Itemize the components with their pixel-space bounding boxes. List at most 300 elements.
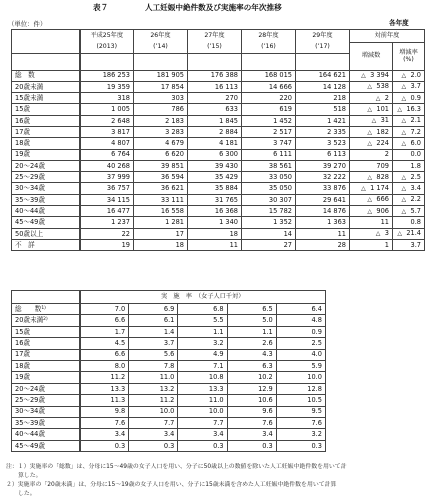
diff-value: 666: [376, 195, 389, 204]
cell-value: 34 115: [80, 194, 134, 205]
cell-value: 1 237: [80, 217, 134, 228]
cell-value: 37 999: [80, 172, 134, 183]
diff-cell: [350, 206, 393, 217]
cell-value: 10.0: [178, 406, 227, 417]
abortion-rate-table: [11, 290, 326, 452]
row-label: [12, 440, 80, 451]
table-row: [12, 304, 326, 315]
decrease-mark: △: [401, 94, 407, 102]
row-label: 15歳未満: [12, 93, 80, 104]
rate-value: 2.0: [410, 71, 421, 80]
row-label-text: 総 数: [15, 304, 42, 313]
table-row: [12, 383, 326, 394]
cell-value: 5.6: [129, 349, 178, 360]
cell-value: 7.1: [178, 360, 227, 371]
cell-value: 17: [134, 228, 188, 239]
diff-value: 538: [376, 82, 389, 91]
corner-cell: [12, 53, 80, 70]
rate-value: 16.3: [406, 105, 421, 114]
cell-value: 3.4: [80, 429, 129, 440]
diff-cell: [350, 228, 393, 239]
row-label: [12, 315, 80, 326]
cell-value: 0.3: [276, 440, 325, 451]
cell-value: 6.6: [80, 349, 129, 360]
cell-value: 4.8: [276, 315, 325, 326]
cell-value: 14 666: [242, 81, 296, 92]
rate-value: 2.2: [410, 195, 421, 204]
row-label-text: 20～24歳: [15, 384, 45, 393]
decrease-mark: △: [361, 72, 366, 80]
cell-value: 11.2: [80, 372, 129, 383]
decrease-mark: △: [401, 185, 407, 193]
cell-value: 32 222: [296, 172, 350, 183]
cell-value: 1 421: [296, 115, 350, 126]
cell-value: 6 620: [134, 149, 188, 160]
table-row: [12, 429, 326, 440]
row-label-text: 15歳: [15, 327, 30, 336]
rate-header-row: [12, 291, 326, 304]
table-row: [12, 93, 425, 104]
rate-value: 1.8: [410, 161, 421, 170]
cell-value: 5.0: [227, 315, 276, 326]
row-label: [12, 372, 80, 383]
cell-value: 3.4: [129, 429, 178, 440]
cell-value: 2 648: [80, 115, 134, 126]
footnote-mark: 1): [41, 305, 46, 311]
table-row: [12, 349, 326, 360]
rate-cell: [393, 126, 425, 137]
table-row: [12, 406, 326, 417]
cell-value: 270: [188, 93, 242, 104]
year-header: 26年度: [134, 30, 188, 43]
cell-value: 1 005: [80, 104, 134, 115]
cell-value: 0.9: [276, 326, 325, 337]
cell-value: 2.6: [227, 338, 276, 349]
decrease-mark: △: [367, 128, 373, 136]
cell-value: 9.6: [227, 406, 276, 417]
cell-value: 4.3: [227, 349, 276, 360]
cell-value: 4.5: [80, 338, 129, 349]
cell-value: 17 854: [134, 81, 188, 92]
table-row: [12, 183, 425, 194]
cell-value: 619: [242, 104, 296, 115]
rate-cell: [393, 239, 425, 250]
year-header: 平成25年度: [80, 30, 134, 43]
each-year-label: 各年度: [389, 19, 409, 27]
diff-cell: [350, 160, 393, 171]
cell-value: 19 359: [80, 81, 134, 92]
table-row: [12, 217, 425, 228]
diff-value: 2: [384, 93, 389, 102]
decrease-mark: △: [375, 94, 381, 102]
year-sub-header: (’16): [242, 43, 296, 54]
diff-cell: [350, 93, 393, 104]
cell-value: 7.7: [129, 417, 178, 428]
cell-value: 303: [134, 93, 188, 104]
cell-value: 11.3: [80, 395, 129, 406]
cell-value: 318: [80, 93, 134, 104]
row-label: 総 数: [12, 70, 80, 81]
cell-value: 31 765: [188, 194, 242, 205]
cell-value: 518: [296, 104, 350, 115]
cell-value: 3.4: [227, 429, 276, 440]
cell-value: 3 747: [242, 138, 296, 149]
rate-table-header: 実 施 率 （女子人口千対）: [80, 291, 326, 304]
cell-value: 0.3: [129, 440, 178, 451]
cell-value: 11: [296, 228, 350, 239]
cell-value: 1 845: [188, 115, 242, 126]
decrease-mark: △: [401, 196, 407, 204]
cell-value: 7.6: [80, 417, 129, 428]
row-label: [12, 395, 80, 406]
cell-value: 12.8: [276, 383, 325, 394]
cell-value: 5.9: [276, 360, 325, 371]
cell-value: 36 621: [134, 183, 188, 194]
diff-cell: [350, 115, 393, 126]
cell-value: 1 281: [134, 217, 188, 228]
rate-cell: [393, 70, 425, 81]
cell-value: 10.5: [276, 395, 325, 406]
table-row: [12, 172, 425, 183]
row-label: 20～24歳: [12, 160, 80, 171]
cell-value: 27: [242, 239, 296, 250]
table-row: [12, 160, 425, 171]
row-label: 20歳未満: [12, 81, 80, 92]
diff-header: 増減数: [350, 43, 393, 71]
cell-value: 176 388: [188, 70, 242, 81]
table-row: [12, 315, 326, 326]
row-label: 不 詳: [12, 239, 80, 250]
year-sub-header: (’15): [188, 43, 242, 54]
rate-value: 0.9: [410, 93, 421, 102]
row-label: [12, 304, 80, 315]
cell-value: 4.0: [276, 349, 325, 360]
table-row: [12, 81, 425, 92]
diff-cell: [350, 183, 393, 194]
row-label: [12, 417, 80, 428]
header-row-2: [12, 43, 425, 54]
table-row: [12, 126, 425, 137]
cell-value: 14 876: [296, 206, 350, 217]
cell-value: 10.2: [227, 372, 276, 383]
rate-cell: [393, 194, 425, 205]
cell-value: 1 352: [242, 217, 296, 228]
rate-header: [393, 43, 425, 71]
row-label: [12, 326, 80, 337]
cell-value: 3.4: [178, 429, 227, 440]
cell-value: 11: [188, 239, 242, 250]
cell-value: 13.3: [80, 383, 129, 394]
corner-cell: [12, 30, 80, 43]
rate-value: 7.2: [410, 127, 421, 136]
note-line: した。: [18, 491, 36, 497]
rate-cell: [393, 115, 425, 126]
row-label-text: 17歳: [15, 350, 30, 359]
rate-value: 21.4: [406, 229, 421, 238]
cell-value: 14: [242, 228, 296, 239]
row-label: 35～39歳: [12, 194, 80, 205]
cell-value: 39 430: [188, 160, 242, 171]
diff-value: 906: [376, 206, 389, 215]
cell-value: 1 363: [296, 217, 350, 228]
cell-value: 1.7: [80, 326, 129, 337]
row-label-text: 16歳: [15, 339, 30, 348]
diff-cell: [350, 172, 393, 183]
corner-cell: [12, 43, 80, 54]
row-label-text: 25～29歳: [15, 396, 45, 405]
decrease-mark: △: [401, 117, 407, 125]
row-label: 40～44歳: [12, 206, 80, 217]
cell-value: 6 764: [80, 149, 134, 160]
diff-cell: [350, 126, 393, 137]
spacer-cell: [134, 53, 188, 70]
cell-value: 40 268: [80, 160, 134, 171]
unit-label: （単位：件）: [8, 20, 47, 28]
year-sub-header: (’17): [296, 43, 350, 54]
row-label-text: 20歳未満: [15, 316, 44, 325]
diff-value: 709: [376, 161, 389, 170]
cell-value: 16 558: [134, 206, 188, 217]
diff-cell: [350, 194, 393, 205]
diff-cell: [350, 138, 393, 149]
rate-cell: [393, 93, 425, 104]
spacer-cell: [296, 53, 350, 70]
cell-value: 6.9: [129, 304, 178, 315]
cell-value: 11.0: [129, 372, 178, 383]
cell-value: 10.8: [178, 372, 227, 383]
cell-value: 22: [80, 228, 134, 239]
diff-value: 828: [376, 172, 389, 181]
cell-value: 6.1: [129, 315, 178, 326]
cell-value: 3.2: [178, 338, 227, 349]
row-label-text: 40～44歳: [15, 430, 45, 439]
cell-value: 1.1: [227, 326, 276, 337]
row-label: 19歳: [12, 149, 80, 160]
diff-value: 2: [384, 150, 389, 159]
cell-value: 14 128: [296, 81, 350, 92]
cell-value: 10.6: [227, 395, 276, 406]
cell-value: 18: [134, 239, 188, 250]
cell-value: 218: [296, 93, 350, 104]
row-label: [12, 429, 80, 440]
decrease-mark: △: [371, 117, 377, 125]
diff-value: 11: [380, 218, 389, 227]
cell-value: 28: [296, 239, 350, 250]
rate-value: 2.1: [410, 116, 421, 125]
rate-cell: [393, 228, 425, 239]
decrease-mark: △: [397, 230, 402, 238]
cell-value: 30 307: [242, 194, 296, 205]
table-row: [12, 206, 425, 217]
cell-value: 36 594: [134, 172, 188, 183]
table-number: 表７: [93, 3, 109, 12]
cell-value: 33 111: [134, 194, 188, 205]
cell-value: 16 368: [188, 206, 242, 217]
cell-value: 10.0: [129, 406, 178, 417]
cell-value: 7.6: [227, 417, 276, 428]
cell-value: 12.9: [227, 383, 276, 394]
cell-value: 6 300: [188, 149, 242, 160]
diff-cell: [350, 104, 393, 115]
decrease-mark: △: [367, 106, 373, 114]
decrease-mark: △: [401, 83, 407, 91]
decrease-mark: △: [367, 196, 373, 204]
cell-value: 181 905: [134, 70, 188, 81]
row-label: [12, 360, 80, 371]
row-label: 18歳: [12, 138, 80, 149]
row-label-text: 19歳: [15, 373, 30, 382]
cell-value: 6.6: [80, 315, 129, 326]
table-row: [12, 194, 425, 205]
decrease-mark: △: [397, 106, 402, 114]
row-label: 15歳: [12, 104, 80, 115]
cell-value: 4 679: [134, 138, 188, 149]
decrease-mark: △: [367, 139, 373, 147]
table-row: [12, 70, 425, 81]
rate-cell: [393, 149, 425, 160]
cell-value: 6 111: [242, 149, 296, 160]
cell-value: 4 181: [188, 138, 242, 149]
cell-value: 36 757: [80, 183, 134, 194]
note-line: ２）実施率の「20歳未満」は、分母に15～19歳の女子人口を用い、分子に15歳未満を含めた人工妊娠中絶件数を用いて計算: [6, 482, 337, 488]
note-line: 算した。: [18, 473, 42, 479]
cell-value: 3 817: [80, 126, 134, 137]
rate-cell: [393, 104, 425, 115]
cell-value: 0.3: [227, 440, 276, 451]
decrease-mark: △: [401, 173, 407, 181]
cell-value: 1 452: [242, 115, 296, 126]
rate-value: 0.8: [410, 218, 421, 227]
diff-cell: [350, 81, 393, 92]
cell-value: 220: [242, 93, 296, 104]
cell-value: 186 253: [80, 70, 134, 81]
decrease-mark: △: [361, 185, 366, 193]
diff-value: 3 394: [370, 71, 389, 80]
year-header: 29年度: [296, 30, 350, 43]
rate-cell: [393, 183, 425, 194]
table-row: [12, 115, 425, 126]
row-label: [12, 406, 80, 417]
rate-header-line2: (%): [403, 56, 414, 64]
cell-value: 3 523: [296, 138, 350, 149]
diff-value: 1 174: [370, 184, 389, 193]
rate-cell: [393, 172, 425, 183]
rate-value: 2.5: [410, 172, 421, 181]
row-label-text: 45～49歳: [15, 441, 45, 450]
cell-value: 6.8: [178, 304, 227, 315]
rate-value: 3.7: [410, 82, 421, 91]
spacer-cell: [242, 53, 296, 70]
table-row: [12, 138, 425, 149]
cell-value: 168 015: [242, 70, 296, 81]
cell-value: 35 429: [188, 172, 242, 183]
cell-value: 6.4: [276, 304, 325, 315]
cell-value: 0.3: [80, 440, 129, 451]
diff-value: 1: [384, 240, 389, 249]
row-label: [12, 383, 80, 394]
row-label: [12, 349, 80, 360]
rate-cell: [393, 160, 425, 171]
header-row-1: [12, 30, 425, 43]
table-row: [12, 417, 326, 428]
decrease-mark: △: [367, 83, 373, 91]
corner-cell: [12, 291, 80, 304]
decrease-mark: △: [401, 207, 407, 215]
cell-value: 3.7: [129, 338, 178, 349]
decrease-mark: △: [367, 207, 373, 215]
cell-value: 16 477: [80, 206, 134, 217]
row-label: 45～49歳: [12, 217, 80, 228]
rate-cell: [393, 217, 425, 228]
cell-value: 39 270: [296, 160, 350, 171]
cell-value: 9.8: [80, 406, 129, 417]
diff-cell: [350, 239, 393, 250]
cell-value: 33 876: [296, 183, 350, 194]
prev-year-header: 対前年度: [350, 30, 425, 43]
footnote-mark: 2): [43, 317, 48, 323]
table-row: [12, 338, 326, 349]
diff-value: 182: [376, 127, 389, 136]
diff-cell: [350, 70, 393, 81]
spacer-cell: [80, 53, 134, 70]
cell-value: 786: [134, 104, 188, 115]
cell-value: 0.3: [178, 440, 227, 451]
cell-value: 11.0: [178, 395, 227, 406]
cell-value: 9.5: [276, 406, 325, 417]
notes: [6, 463, 430, 499]
cell-value: 39 851: [134, 160, 188, 171]
cell-value: 2 884: [188, 126, 242, 137]
cell-value: 633: [188, 104, 242, 115]
cell-value: 38 561: [242, 160, 296, 171]
cell-value: 35 050: [242, 183, 296, 194]
rate-value: 5.7: [410, 206, 421, 215]
diff-cell: [350, 217, 393, 228]
cell-value: 7.7: [178, 417, 227, 428]
rate-value: 3.7: [410, 240, 421, 249]
decrease-mark: △: [367, 173, 373, 181]
decrease-mark: △: [401, 72, 407, 80]
cell-value: 13.3: [178, 383, 227, 394]
row-label-text: 35～39歳: [15, 418, 45, 427]
row-label: 25～29歳: [12, 172, 80, 183]
cell-value: 3.2: [276, 429, 325, 440]
cell-value: 7.0: [80, 304, 129, 315]
table-title-text: 人工妊娠中絶件数及び実施率の年次推移: [145, 3, 282, 12]
cell-value: 164 621: [296, 70, 350, 81]
rate-header-line1: 増減率: [399, 49, 418, 57]
cell-value: 16 113: [188, 81, 242, 92]
cell-value: 13.2: [129, 383, 178, 394]
cell-value: 7.8: [129, 360, 178, 371]
rate-value: 3.4: [410, 184, 421, 193]
rate-cell: [393, 81, 425, 92]
cell-value: 1.1: [178, 326, 227, 337]
decrease-mark: △: [401, 128, 407, 136]
cell-value: 6.5: [227, 304, 276, 315]
table-row: [12, 239, 425, 250]
decrease-mark: △: [401, 139, 407, 147]
cell-value: 3 283: [134, 126, 188, 137]
row-label: 17歳: [12, 126, 80, 137]
diff-value: 3: [384, 229, 389, 238]
table-row: [12, 104, 425, 115]
cell-value: 5.5: [178, 315, 227, 326]
note-line: 注：１）実施率の「総数」は、分母に15～49歳の女子人口を用い、分子に50歳以上の数値を除いた人工妊娠中絶件数を用いて計: [6, 464, 347, 470]
row-label-text: 30～34歳: [15, 407, 45, 416]
cell-value: 35 884: [188, 183, 242, 194]
cell-value: 2 517: [242, 126, 296, 137]
